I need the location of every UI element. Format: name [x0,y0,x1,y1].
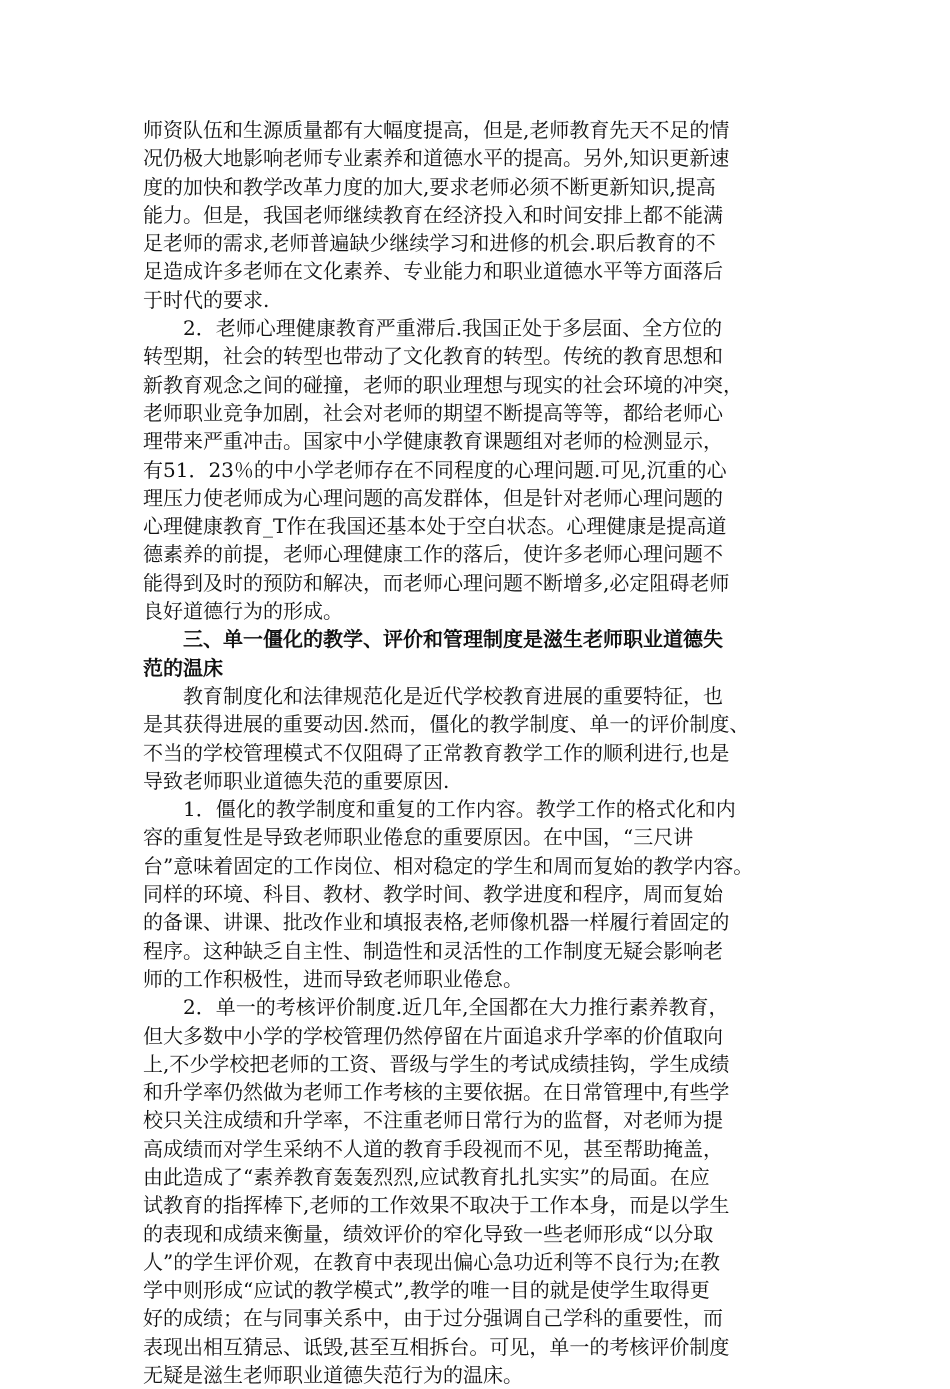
paragraph-line: 足造成许多老师在文化素养、专业能力和职业道德水平等方面落后 [143,259,723,284]
paragraph-line: 同样的环境、科目、教材、教学时间、教学进度和程序，周而复始 [143,882,723,907]
document-body [143,116,833,1389]
paragraph-line: 德素养的前提，老师心理健康工作的落后，使许多老师心理问题不 [143,542,723,567]
paragraph-line: 的备课、讲课、批改作业和填报表格,老师像机器一样履行着固定的 [143,910,730,935]
paragraph-line: 不当的学校管理模式不仅阻碍了正常教育教学工作的顺利进行,也是 [143,740,730,765]
paragraph-line: 足老师的需求,老师普遍缺少继续学习和进修的机会.职后教育的不 [143,231,716,256]
paragraph-line: 能得到及时的预防和解决，而老师心理问题不断增多,必定阻碍老师 [143,570,730,595]
paragraph-line: 上,不少学校把老师的工资、晋级与学生的考试成绩挂钩，学生成绩 [143,1051,730,1076]
paragraph-line: 师资队伍和生源质量都有大幅度提高，但是,老师教育先天不足的情 [143,118,730,142]
paragraph-line: 理压力使老师成为心理问题的高发群体，但是针对老师心理问题的 [143,485,723,510]
paragraph-line: 是其获得进展的重要动因.然而，僵化的教学制度、单一的评价制度、 [143,712,750,737]
paragraph-line: 学中则形成“应试的教学模式”,教学的唯一目的就是使学生取得更 [143,1278,710,1303]
paragraph-line: 于时代的要求. [143,287,270,312]
paragraph-line: 台”意味着固定的工作岗位、相对稳定的学生和周而复始的教学内容。 [143,853,754,878]
paragraph-line: 师的工作积极性，进而导致老师职业倦怠。 [143,966,523,991]
paragraph-line: 教育制度化和法律规范化是近代学校教育进展的重要特征，也 [183,683,723,708]
paragraph-line: 1．僵化的教学制度和重复的工作内容。教学工作的格式化和内 [183,797,736,822]
paragraph-line: 但大多数中小学的学校管理仍然停留在片面追求升学率的价值取向 [143,1023,723,1048]
section-heading-line: 三、单一僵化的教学、评价和管理制度是滋生老师职业道德失 [183,627,723,652]
paragraph-line: 和升学率仍然做为老师工作考核的主要依据。在日常管理中,有些学 [143,1080,730,1105]
paragraph-line: 试教育的指挥棒下,老师的工作效果不取决于工作本身，而是以学生 [143,1193,730,1218]
paragraph-line: 表现出相互猜忌、诋毁,甚至互相拆台。可见，单一的考核评价制度 [143,1334,730,1359]
paragraph-line: 好的成绩；在与同事关系中，由于过分强调自己学科的重要性，而 [143,1306,723,1331]
paragraph-line: 况仍极大地影响老师专业素养和道德水平的提高。另外,知识更新速 [143,146,730,171]
paragraph-line: 有51．23％的中小学老师存在不同程度的心理问题.可见,沉重的心 [143,457,727,482]
paragraph-line: 的表现和成绩来衡量，绩效评价的窄化导致一些老师形成“以分取 [143,1221,714,1246]
paragraph-line: 导致老师职业道德失范的重要原因. [143,768,450,793]
paragraph-line: 能力。但是，我国老师继续教育在经济投入和时间安排上都不能满 [143,202,723,227]
paragraph-line: 无疑是滋生老师职业道德失范行为的温床。 [143,1363,523,1388]
paragraph-line: 心理健康教育_T作在我国还基本处于空白状态。心理健康是提高道 [143,514,727,539]
paragraph-line: 高成绩而对学生采纳不人道的教育手段视而不见，甚至帮助掩盖， [143,1136,723,1161]
paragraph-line: 容的重复性是导致老师职业倦怠的重要原因。在中国，“三尺讲 [143,825,694,850]
paragraph-line: 度的加快和教学改革力度的加大,要求老师必须不断更新知识,提高 [143,174,716,199]
paragraph-line: 理带来严重冲击。国家中小学健康教育课题组对老师的检测显示， [143,429,723,454]
paragraph-line: 新教育观念之间的碰撞，老师的职业理想与现实的社会环境的冲突， [143,372,743,397]
paragraph-line: 由此造成了“素养教育轰轰烈烈,应试教育扎扎实实”的局面。在应 [143,1164,710,1189]
paragraph-line: 程序。这种缺乏自主性、制造性和灵活性的工作制度无疑会影响老 [143,938,723,963]
paragraph-line: 老师职业竞争加剧，社会对老师的期望不断提高等等，都给老师心 [143,400,723,425]
paragraph-line: 2．老师心理健康教育严重滞后.我国正处于多层面、全方位的 [183,316,723,341]
paragraph-line: 良好道德行为的形成。 [143,599,343,624]
paragraph-line: 2．单一的考核评价制度.近几年,全国都在大力推行素养教育， [183,995,729,1020]
section-heading-line: 范的温床 [143,655,223,680]
paragraph-line: 转型期，社会的转型也带动了文化教育的转型。传统的教育思想和 [143,344,723,369]
paragraph-line: 人”的学生评价观，在教育中表现出偏心急功近利等不良行为;在教 [143,1249,720,1274]
paragraph-line: 校只关注成绩和升学率，不注重老师日常行为的监督，对老师为提 [143,1108,723,1133]
